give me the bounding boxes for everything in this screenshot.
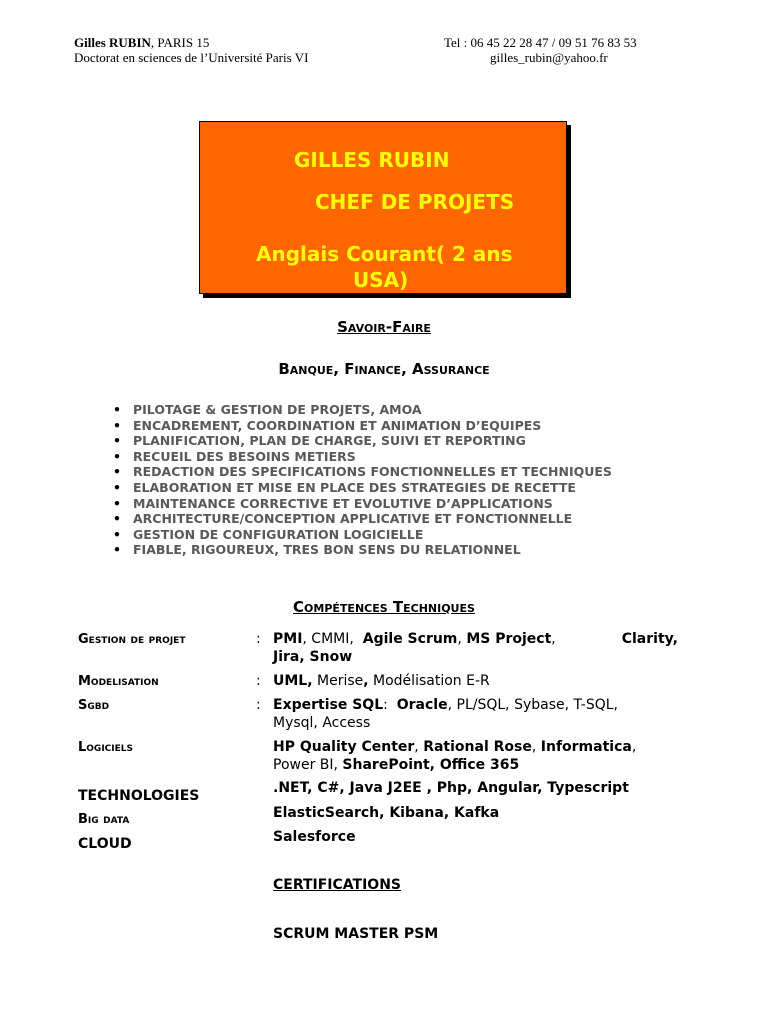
list-item: • ELABORATION ET MISE EN PLACE DES STRATEGIES DE RECETTE — [110, 480, 612, 496]
technologies-value: .NET, C#, Java J2EE , Php, Angular, Typescript — [273, 780, 629, 796]
header-right — [444, 35, 694, 65]
list-item: • PILOTAGE & GESTION DE PROJETS, AMOA — [110, 402, 612, 418]
colon: : — [256, 697, 261, 713]
modelisation-value — [273, 673, 683, 691]
skill-rose: Rational Rose — [423, 739, 532, 755]
skill-agile: Agile Scrum — [362, 631, 458, 647]
skill-oracle: Oracle — [396, 697, 448, 713]
logiciels-value — [273, 739, 683, 774]
banner-language-line1: Anglais Courant( 2 ans — [256, 242, 513, 266]
skill-db-list2: Mysql, Access — [273, 714, 371, 731]
list-item: • RECUEIL DES BESOINS METIERS — [110, 449, 612, 465]
cv-phone: Tel : 06 45 22 28 47 / 09 51 76 83 53 — [444, 35, 637, 50]
skill-hpqc: HP Quality Center — [273, 739, 415, 755]
list-item: • REDACTION DES SPECIFICATIONS FONCTIONNELLES ET TECHNIQUES — [110, 464, 612, 480]
header-left — [74, 35, 308, 65]
cloud-label: CLOUD — [78, 836, 132, 852]
skill-colon: : — [383, 697, 397, 713]
competences-title: Compétences Techniques — [293, 598, 475, 616]
skill-sep: , — [414, 739, 424, 755]
technologies-label: TECHNOLOGIES — [78, 788, 200, 804]
banner-name: GILLES RUBIN — [294, 148, 450, 172]
gestion-value — [273, 631, 683, 666]
cloud-value: Salesforce — [273, 829, 356, 845]
skill-sep: , — [457, 631, 467, 647]
skill-sep: , — [531, 739, 541, 755]
bigdata-value: ElasticSearch, Kibana, Kafka — [273, 805, 500, 821]
skills-list — [110, 402, 612, 558]
bigdata-label: Big data — [78, 812, 130, 827]
logiciels-label: Logiciels — [78, 740, 133, 755]
list-item: • GESTION DE CONFIGURATION LOGICIELLE — [110, 527, 612, 543]
list-item: • ARCHITECTURE/CONCEPTION APPLICATIVE ET FONCTIONNELLE — [110, 511, 612, 527]
banner-language-line2: USA) — [353, 268, 409, 292]
savoir-faire-title: Savoir-Faire — [337, 318, 431, 336]
cv-city: , PARIS 15 — [150, 35, 210, 50]
banner-role: CHEF DE PROJETS — [315, 190, 515, 214]
cv-degree: Doctorat en sciences de l’Université Paris VI — [74, 50, 309, 65]
skill-jira: Jira, Snow — [273, 648, 353, 665]
gestion-label: Gestion de projet — [78, 632, 186, 647]
skill-sharepoint: SharePoint, Office 365 — [342, 756, 520, 773]
list-item: • MAINTENANCE CORRECTIVE ET EVOLUTIVE D’APPLICATIONS — [110, 496, 612, 512]
skill-sep: , CMMI, — [302, 631, 363, 647]
sgbd-label: Sgbd — [78, 698, 110, 713]
skill-sep: , — [551, 631, 561, 647]
skill-uml: UML, — [273, 673, 313, 689]
sgbd-value — [273, 697, 683, 732]
skill-clarity: Clarity, — [621, 631, 678, 647]
modelisation-label: Modelisation — [78, 674, 159, 689]
title-banner — [199, 121, 567, 294]
cv-email: gilles_rubin@yahoo.fr — [490, 50, 608, 65]
list-item: • ENCADREMENT, COORDINATION ET ANIMATION D’EQUIPES — [110, 418, 612, 434]
colon: : — [256, 631, 261, 647]
cv-name: Gilles RUBIN — [74, 35, 151, 50]
skill-sql: Expertise SQL — [273, 697, 384, 713]
list-item: • FIABLE, RIGOUREUX, TRES BON SENS DU RELATIONNEL — [110, 542, 612, 558]
skill-informatica: Informatica — [540, 739, 632, 755]
sector-subtitle: Banque, Finance, Assurance — [278, 360, 490, 378]
certification-item: SCRUM MASTER PSM — [273, 926, 439, 942]
skill-powerbi: Power BI, — [273, 756, 343, 773]
skill-er: Modélisation E-R — [368, 673, 490, 689]
skill-pmi: PMI — [273, 631, 303, 647]
skill-sep: , — [631, 739, 637, 755]
skill-db-list: , PL/SQL, Sybase, T-SQL, — [447, 697, 618, 713]
skill-msproject: MS Project — [466, 631, 552, 647]
skill-comma: , — [363, 673, 369, 689]
colon: : — [256, 673, 261, 689]
certifications-title: CERTIFICATIONS — [273, 877, 402, 893]
list-item: • PLANIFICATION, PLAN DE CHARGE, SUIVI ET REPORTING — [110, 433, 612, 449]
skill-merise: Merise — [312, 673, 364, 689]
